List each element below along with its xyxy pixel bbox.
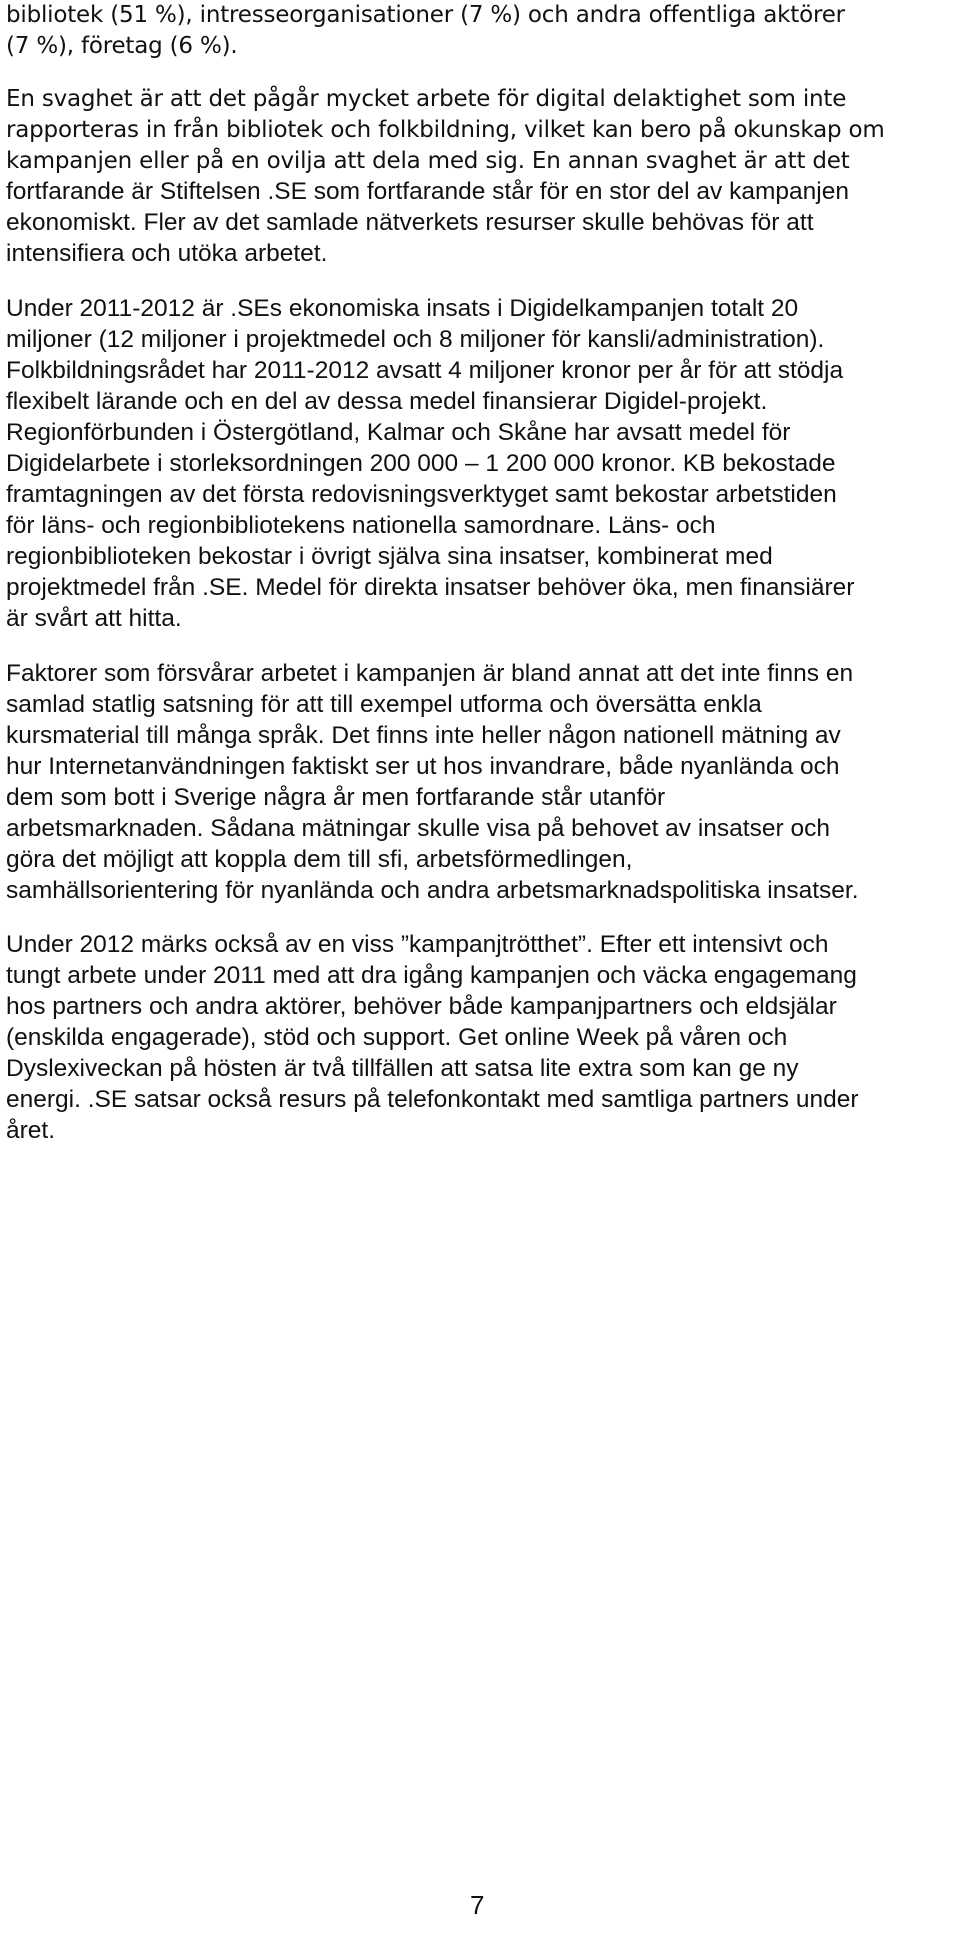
text-line: Under 2012 märks också av en viss ”kampanjtrötthet”. Efter ett intensivt och	[6, 931, 829, 958]
text-line: bibliotek (51 %), intresseorganisationer (7 %) och andra offentliga aktörer	[6, 2, 845, 28]
text-line: dem som bott i Sverige några år men fortfarande står utanför	[6, 784, 666, 811]
text-line: Digidelarbete i storleksordningen 200 000 – 1 200 000 kronor. KB bekostade	[6, 450, 836, 477]
text-line: regionbiblioteken bekostar i övrigt själva sina insatser, kombinerat med	[6, 543, 773, 570]
text-line: (enskilda engagerade), stöd och support. Get online Week på våren och	[6, 1024, 788, 1051]
text-line: är svårt att hitta.	[6, 605, 182, 632]
text-line: samhällsorientering för nyanlända och andra arbetsmarknadspolitiska insatser.	[6, 877, 859, 904]
text-line: flexibelt lärande och en del av dessa medel finansierar Digidel-projekt.	[6, 388, 768, 415]
text-line: tungt arbete under 2011 med att dra igång kampanjen och väcka engagemang	[6, 962, 857, 989]
text-line: framtagningen av det första redovisningsverktyget samt bekostar arbetstiden	[6, 481, 837, 508]
text-line: Under 2011-2012 är .SEs ekonomiska insats i Digidelkampanjen totalt 20	[6, 295, 799, 322]
text-line: Faktorer som försvårar arbetet i kampanjen är bland annat att det inte finns en	[6, 660, 854, 687]
text-line: ekonomiskt. Fler av det samlade nätverkets resurser skulle behövas för att	[6, 209, 814, 236]
text-line: fortfarande är Stiftelsen .SE som fortfarande står för en stor del av kampanjen	[6, 178, 849, 205]
page-number: 7	[470, 1890, 485, 1920]
text-line: arbetsmarknaden. Sådana mätningar skulle visa på behovet av insatser och	[6, 815, 830, 842]
text-line: året.	[6, 1117, 56, 1144]
text-line: kursmaterial till många språk. Det finns inte heller någon nationell mätning av	[6, 722, 841, 749]
text-line: kampanjen eller på en ovilja att dela med sig. En annan svaghet är att det	[6, 148, 850, 174]
text-line: hur Internetanvändningen faktiskt ser ut hos invandrare, både nyanlända och	[6, 753, 840, 780]
text-line: för läns- och regionbibliotekens nationella samordnare. Läns- och	[6, 512, 716, 539]
text-line: En svaghet är att det pågår mycket arbete för digital delaktighet som inte	[6, 86, 847, 112]
text-line: miljoner (12 miljoner i projektmedel och 8 miljoner för kansli/administration).	[6, 326, 825, 353]
text-line: intensifiera och utöka arbetet.	[6, 240, 328, 267]
text-line: projektmedel från .SE. Medel för direkta insatser behöver öka, men finansiärer	[6, 574, 855, 601]
text-line: (7 %), företag (6 %).	[6, 33, 238, 59]
text-line: hos partners och andra aktörer, behöver både kampanjpartners och eldsjälar	[6, 993, 837, 1020]
text-line: Regionförbunden i Östergötland, Kalmar och Skåne har avsatt medel för	[6, 419, 791, 446]
text-line: energi. .SE satsar också resurs på telefonkontakt med samtliga partners under	[6, 1086, 859, 1113]
text-line: Folkbildningsrådet har 2011-2012 avsatt 4 miljoner kronor per år för att stödja	[6, 357, 844, 384]
text-line: göra det möjligt att koppla dem till sfi, arbetsförmedlingen,	[6, 846, 633, 873]
text-line: samlad statlig satsning för att till exempel utforma och översätta enkla	[6, 691, 762, 718]
text-line: rapporteras in från bibliotek och folkbildning, vilket kan bero på okunskap om	[6, 117, 885, 143]
text-line: Dyslexiveckan på hösten är två tillfällen att satsa lite extra som kan ge ny	[6, 1055, 799, 1082]
